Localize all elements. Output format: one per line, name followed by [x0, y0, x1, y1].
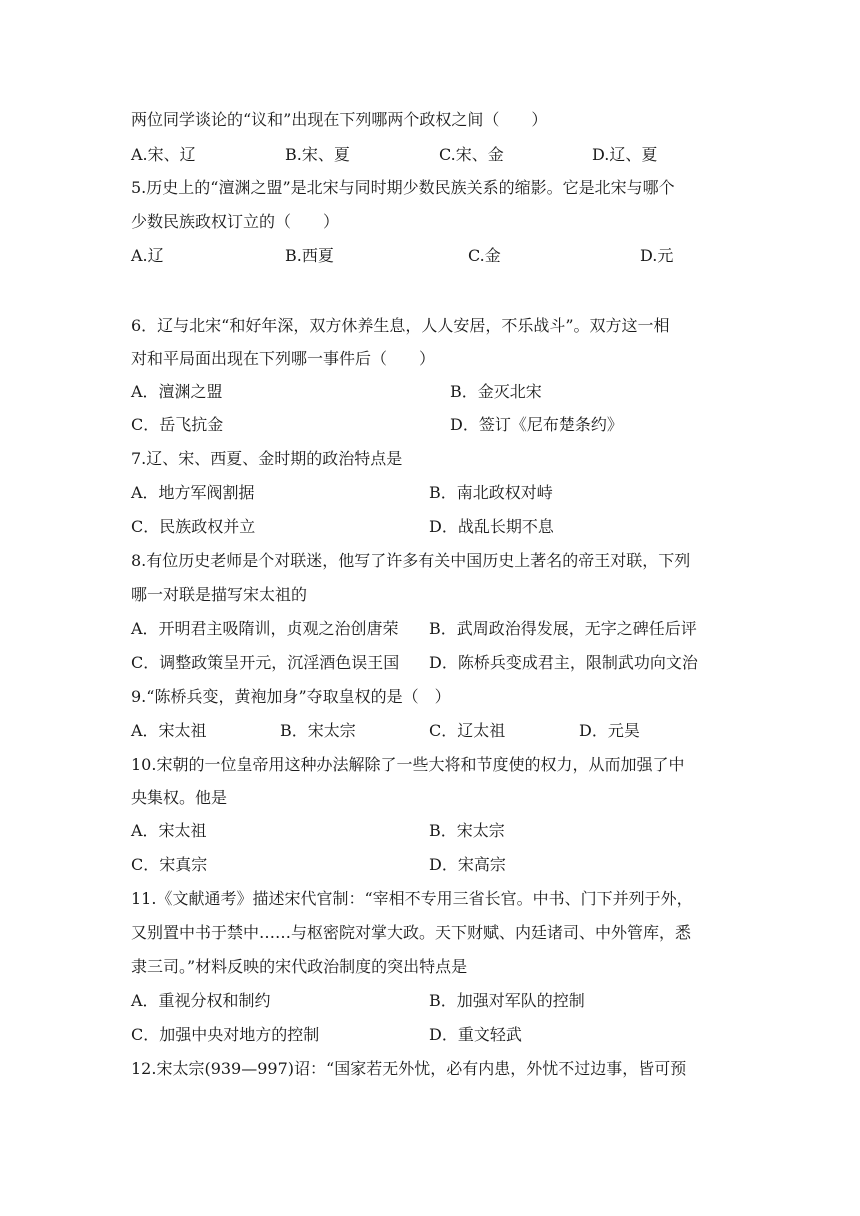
option-d: D.元	[640, 246, 674, 265]
option-c: C．调整政策呈开元，沉淫酒色误王国	[131, 653, 400, 672]
option-a: A．重视分权和制约	[131, 991, 271, 1010]
option-c: C．宋真宗	[131, 855, 208, 874]
option-b: B．加强对军队的控制	[429, 991, 585, 1010]
question-4-stem-line: 两位同学谈论的“议和”出现在下列哪两个政权之间（ ）	[131, 110, 548, 129]
option-b: B．金灭北宋	[450, 382, 542, 401]
option-c: C．辽太祖	[429, 721, 506, 740]
option-d: D．战乱长期不息	[429, 517, 554, 536]
option-c: C．加强中央对地方的控制	[131, 1025, 320, 1044]
question-7-stem-line: 7.辽、宋、西夏、金时期的政治特点是	[131, 449, 403, 468]
option-d: D．重文轻武	[429, 1025, 522, 1044]
question-6-stem-line-1: 6．辽与北宋“和好年深，双方休养生息，人人安居，不乐战斗”。双方这一相	[131, 316, 670, 335]
question-12-stem-line: 12.宋太宗(939—997)诏：“国家若无外忧，必有内患，外忧不过边事，皆可预	[131, 1059, 687, 1078]
question-6-stem-line-2: 对和平局面出现在下列哪一事件后（ ）	[131, 349, 436, 368]
question-11-stem-line-3: 隶三司。”材料反映的宋代政治制度的突出特点是	[131, 957, 468, 976]
question-11-stem-line-1: 11.《文献通考》描述宋代官制：“宰相不专用三省长官。中书、门下并列于外，	[131, 889, 693, 908]
question-10-stem-line-1: 10.宋朝的一位皇帝用这种办法解除了一些大将和节度使的权力，从而加强了中	[131, 755, 685, 774]
option-b: B．宋太宗	[280, 721, 356, 740]
question-5-stem-line-1: 5.历史上的“澶渊之盟”是北宋与同时期少数民族关系的缩影。它是北宋与哪个	[131, 178, 675, 197]
question-9-stem-line: 9.“陈桥兵变，黄袍加身”夺取皇权的是（ ）	[131, 687, 451, 706]
option-d: D．签订《尼布楚条约》	[450, 415, 623, 434]
option-b: B.西夏	[285, 246, 334, 265]
option-b: B．武周政治得发展，无字之碑任后评	[429, 619, 697, 638]
option-d: D．元昊	[579, 721, 640, 740]
question-11-stem-line-2: 又别置中书于禁中……与枢密院对掌大政。天下财赋、内廷诸司、中外管库，悉	[131, 923, 692, 942]
question-5-stem-line-2: 少数民族政权订立的（ ）	[131, 212, 340, 231]
option-a: A.辽	[131, 246, 164, 265]
option-b: B．宋太宗	[429, 821, 505, 840]
option-a: A．宋太祖	[131, 821, 207, 840]
question-8-stem-line-1: 8.有位历史老师是个对联迷，他写了许多有关中国历史上著名的帝王对联，下列	[131, 551, 691, 570]
option-a: A.宋、辽	[131, 145, 196, 164]
option-d: D.辽、夏	[592, 145, 658, 164]
option-a: A．地方军阀割据	[131, 483, 255, 502]
question-8-stem-line-2: 哪一对联是描写宋太祖的	[131, 585, 308, 604]
option-c: C．民族政权并立	[131, 517, 256, 536]
option-b: B.宋、夏	[285, 145, 350, 164]
option-a: A．宋太祖	[131, 721, 207, 740]
option-c: C.金	[468, 246, 501, 265]
option-d: D．陈桥兵变成君主，限制武功向文治	[429, 653, 698, 672]
option-a: A．开明君主吸隋训，贞观之治创唐荣	[131, 619, 399, 638]
option-d: D．宋高宗	[429, 855, 506, 874]
option-a: A．澶渊之盟	[131, 382, 223, 401]
option-c: C．岳飞抗金	[131, 415, 224, 434]
option-c: C.宋、金	[439, 145, 504, 164]
option-b: B．南北政权对峙	[429, 483, 553, 502]
question-10-stem-line-2: 央集权。他是	[131, 788, 228, 807]
